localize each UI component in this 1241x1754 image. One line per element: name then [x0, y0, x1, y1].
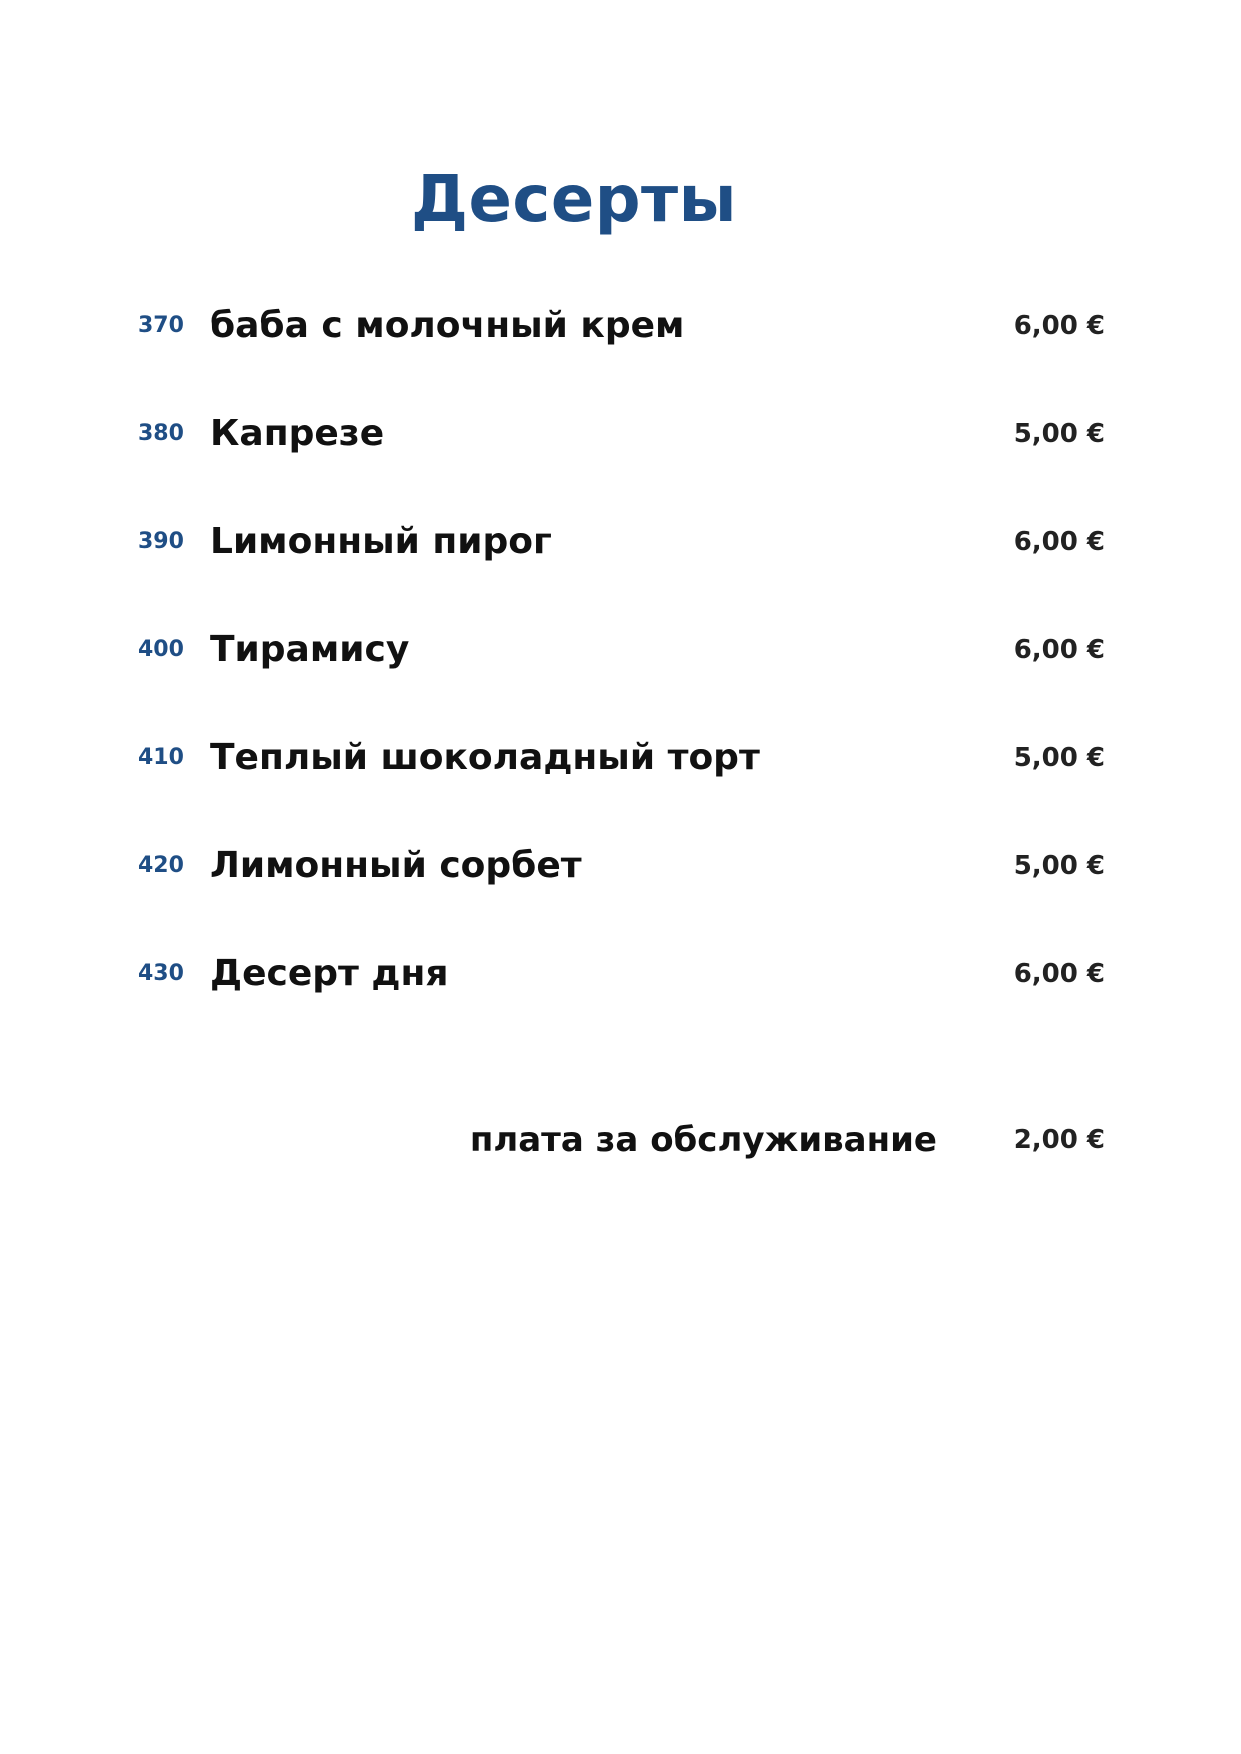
- item-number: 400: [138, 637, 184, 662]
- item-number: 410: [138, 745, 184, 770]
- menu-item: [0, 512, 1241, 572]
- item-number: 370: [138, 313, 184, 338]
- menu-item: [0, 296, 1241, 356]
- item-price: 6,00 €: [1013, 959, 1105, 989]
- item-name: Lимонный пирог: [210, 521, 552, 562]
- menu-item: [0, 620, 1241, 680]
- item-price: 6,00 €: [1013, 527, 1105, 557]
- item-number: 420: [138, 853, 184, 878]
- menu-item: [0, 404, 1241, 464]
- menu-item: [0, 944, 1241, 1004]
- item-name: Капрезе: [210, 413, 385, 454]
- service-charge-row: [0, 1110, 1241, 1170]
- service-charge-price: 2,00 €: [1013, 1125, 1105, 1155]
- item-price: 6,00 €: [1013, 635, 1105, 665]
- item-number: 380: [138, 421, 184, 446]
- service-charge-label: плата за обслуживание: [469, 1120, 937, 1160]
- item-name: Десерт дня: [210, 953, 449, 994]
- item-number: 430: [138, 961, 184, 986]
- item-price: 5,00 €: [1013, 419, 1105, 449]
- item-name: баба с молочный крем: [210, 305, 685, 346]
- item-price: 6,00 €: [1013, 311, 1105, 341]
- menu-item: [0, 728, 1241, 788]
- item-name: Тирамису: [210, 629, 410, 670]
- item-name: Теплый шоколадный торт: [210, 737, 760, 778]
- item-price: 5,00 €: [1013, 743, 1105, 773]
- item-number: 390: [138, 529, 184, 554]
- item-name: Лимонный сорбет: [210, 845, 582, 886]
- item-price: 5,00 €: [1013, 851, 1105, 881]
- page-title: Десерты: [410, 163, 738, 237]
- menu-item: [0, 836, 1241, 896]
